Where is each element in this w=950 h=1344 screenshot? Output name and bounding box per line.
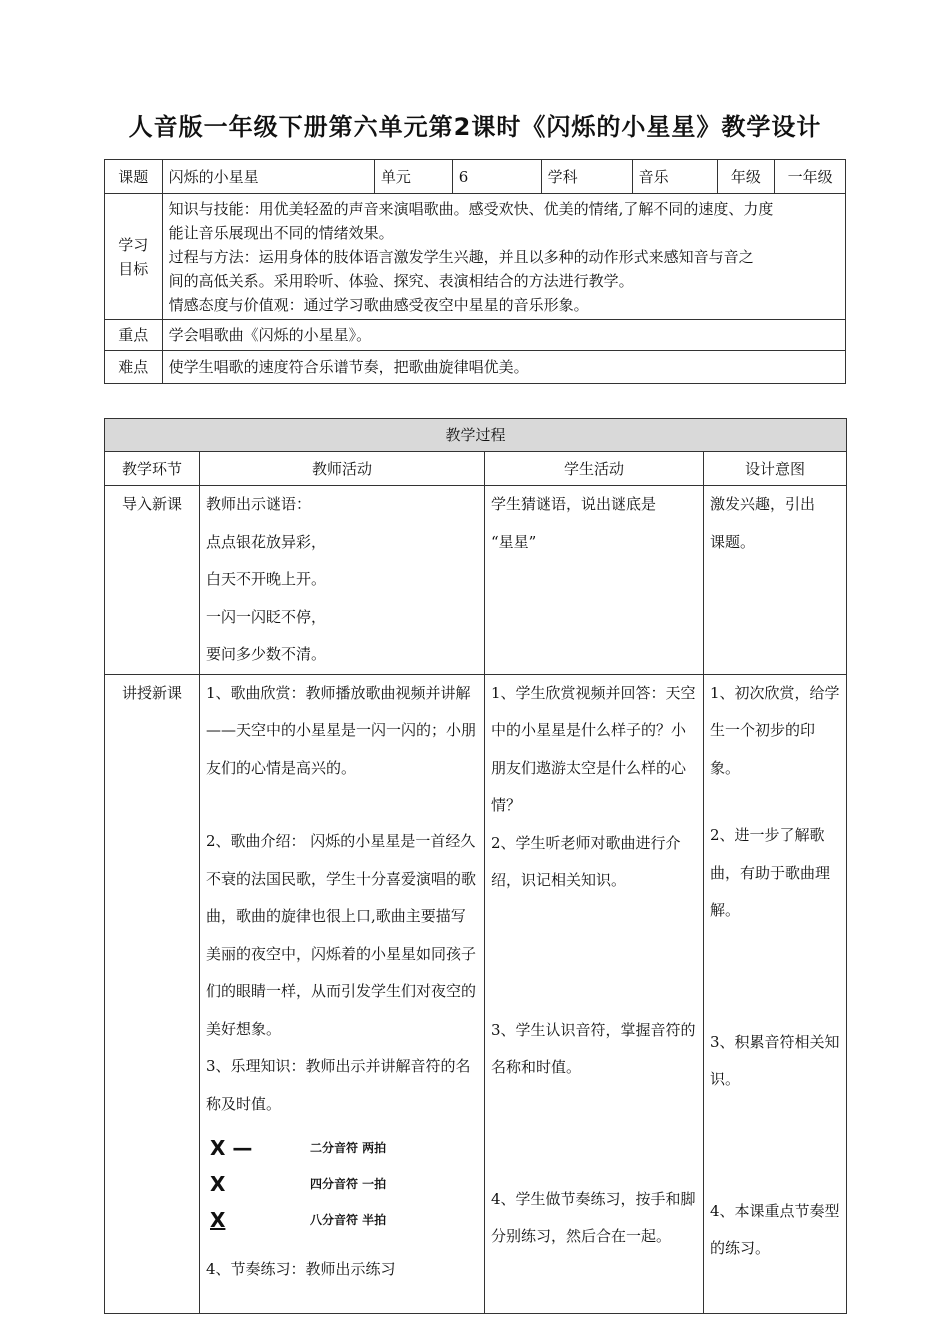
process-columns-row: [105, 452, 847, 486]
intro-intent-line: 激发兴趣，引出: [710, 495, 816, 513]
quarter-note-label: 四分音符 一拍: [310, 1177, 387, 1192]
teacher-step-2: 2、歌曲介绍： 闪烁的小星星是一首经久不衰的法国民歌，学生十分喜爱演唱的歌曲，歌曲的旋律也很上口,歌曲主要描写美丽的夜空中，闪烁着的小星星如同孩子们的眼睛一样，从而引发学生们对夜空的美好想象。: [206, 832, 477, 1038]
key-point-label: 重点: [105, 320, 163, 351]
eighth-note-symbol: [206, 1202, 310, 1240]
key-point-value: 学会唱歌曲《闪烁的小星星》。: [162, 320, 845, 351]
intro-intent-line: 课题。: [710, 532, 756, 551]
difficulty-value: 使学生唱歌的速度符合乐谱节奏，把歌曲旋律唱优美。: [162, 351, 845, 384]
intro-student-line: “星星”: [491, 532, 537, 551]
grade-value: 一年级: [775, 160, 846, 194]
note-values-figure: [206, 1131, 478, 1239]
intent-step-3: 3、积累音符相关知识。: [710, 1032, 840, 1088]
intro-teacher: [200, 486, 485, 675]
grade-label: 年级: [717, 160, 775, 194]
teaching-teacher: [200, 674, 485, 1313]
difficulty-label: 难点: [105, 351, 163, 384]
quarter-note-symbol: X: [210, 1172, 226, 1197]
teacher-step-1: 1、歌曲欣赏：教师播放歌曲视频并讲解——天空中的小星星是一闪一闪的；小朋友们的心情是高兴的。: [206, 683, 477, 777]
note-row-eighth: [206, 1203, 478, 1239]
process-header: 教学过程: [105, 419, 847, 452]
half-note-label: 二分音符 两拍: [310, 1141, 387, 1156]
objectives-label-line2: 目标: [118, 259, 149, 278]
subject-label: 学科: [541, 160, 632, 194]
objectives-label-line1: 学习: [118, 235, 149, 254]
note-row-half: [206, 1131, 478, 1167]
info-table: [104, 159, 846, 384]
objective-line: 能让音乐展现出不同的情绪效果。: [168, 223, 394, 242]
eighth-note-label: 八分音符 半拍: [310, 1213, 387, 1228]
teaching-student: [485, 674, 704, 1313]
intent-step-4: 4、本课重点节奏型的练习。: [710, 1201, 840, 1257]
col-teacher: 教师活动: [200, 452, 485, 486]
unit-value: 6: [452, 160, 541, 194]
objectives-row: [105, 194, 846, 320]
key-point-row: [105, 320, 846, 351]
process-table: [104, 418, 847, 1314]
intro-stage: 导入新课: [105, 486, 200, 675]
riddle-line: 点点银花放异彩，: [206, 532, 327, 551]
intro-student-line: 学生猜谜语，说出谜底是: [491, 495, 657, 513]
intro-student: [485, 486, 704, 675]
page-title: 人音版一年级下册第六单元第2课时《闪烁的小星星》教学设计: [128, 113, 822, 141]
topic-value: 闪烁的小星星: [162, 160, 374, 194]
teaching-stage: 讲授新课: [105, 674, 200, 1313]
note-row-quarter: [206, 1167, 478, 1203]
objective-line: 间的高低关系。采用聆听、体验、探究、表演相结合的方法进行教学。: [168, 271, 634, 290]
riddle-line: 白天不开晚上开。: [206, 570, 327, 588]
student-step-2: 2、学生听老师对歌曲进行介绍，识记相关知识。: [491, 833, 681, 889]
teaching-row: [105, 674, 847, 1313]
info-row: [105, 160, 846, 194]
riddle-line: 一闪一闪眨不停，: [206, 607, 327, 626]
objective-line: 情感态度与价值观：通过学习歌曲感受夜空中星星的音乐形象。: [168, 295, 589, 314]
teacher-step-3: 3、乐理知识：教师出示并讲解音符的名称及时值。: [206, 1057, 471, 1113]
riddle-line: 要问多少数不清。: [206, 645, 327, 663]
objectives-text: [162, 194, 845, 320]
col-student: 学生活动: [485, 452, 704, 486]
topic-label: 课题: [105, 160, 163, 194]
difficulty-row: [105, 351, 846, 384]
process-header-row: [105, 419, 847, 452]
col-stage: 教学环节: [105, 452, 200, 486]
objectives-label: [105, 194, 163, 320]
subject-value: 音乐: [632, 160, 717, 194]
objective-line: 知识与技能：用优美轻盈的声音来演唱歌曲。感受欢快、优美的情绪,了解不同的速度、力度: [168, 199, 774, 218]
eighth-note-underlined: X: [210, 1208, 226, 1233]
intro-intent: [704, 486, 847, 675]
unit-label: 单元: [374, 160, 452, 194]
objective-line: 过程与方法：运用身体的肢体语言激发学生兴趣，并且以多种的动作形式来感知音与音之: [168, 247, 754, 266]
half-note-symbol: X —: [210, 1136, 253, 1161]
student-step-4: 4、学生做节奏练习，按手和脚分别练习，然后合在一起。: [491, 1189, 696, 1245]
intent-step-2: 2、进一步了解歌曲，有助于歌曲理解。: [710, 826, 831, 919]
intent-step-1: 1、初次欣赏，给学生一个初步的印象。: [710, 683, 840, 777]
student-step-3: 3、学生认识音符，掌握音符的名称和时值。: [491, 1020, 696, 1076]
student-step-1: 1、学生欣赏视频并回答：天空中的小星星是什么样子的？小朋友们遨游太空是什么样的心情？: [491, 683, 696, 814]
teaching-intent: [704, 674, 847, 1313]
teacher-step-4: 4、节奏练习：教师出示练习: [206, 1260, 396, 1278]
riddle-line: 教师出示谜语：: [206, 495, 312, 513]
intro-row: [105, 486, 847, 675]
col-intent: 设计意图: [704, 452, 847, 486]
